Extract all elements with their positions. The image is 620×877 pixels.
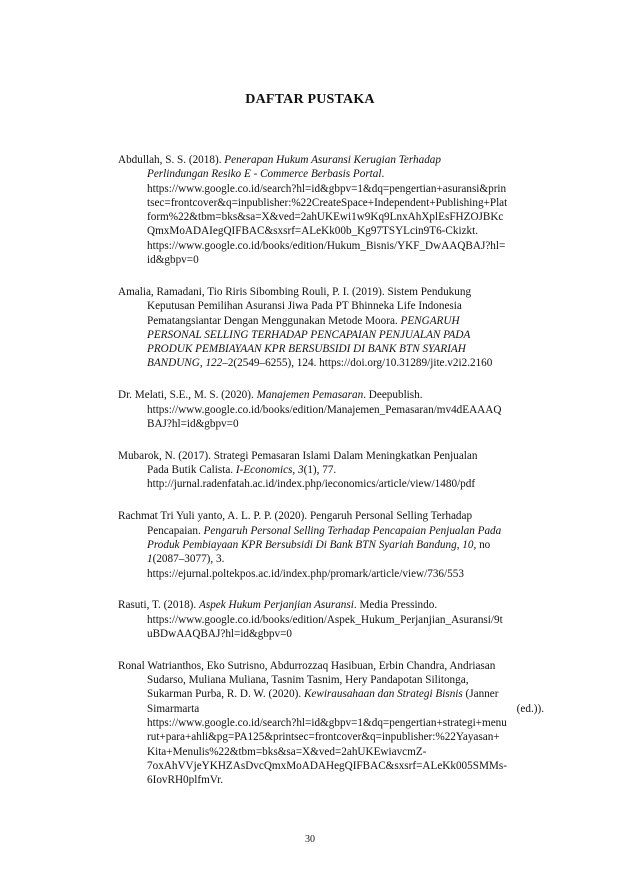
- reference-italic-text: BANDUNG: [147, 357, 200, 370]
- reference-text: Kita+Menulis%22&tbm=bks&sa=X&ved=2ahUKEwiavcmZ-: [147, 745, 427, 758]
- reference-text: https://www.google.co.id/search?hl=id&gbpv=1&dq=pengertian+strategi+menu: [147, 717, 507, 730]
- reference-text: Simarmarta: [147, 702, 200, 715]
- reference-text: BAJ?hl=id&gbpv=0: [147, 417, 239, 430]
- reference-line: [118, 153, 544, 167]
- reference-line: [118, 613, 544, 627]
- reference-text: Pada Butik Calista.: [147, 464, 236, 477]
- reference-line: [118, 224, 544, 238]
- reference-entry: [118, 388, 544, 431]
- reference-text: https://www.google.co.id/books/edition/Hukum_Bisnis/YKF_DwAAQBAJ?hl=: [147, 239, 506, 252]
- reference-line: [118, 314, 544, 328]
- reference-line: [118, 239, 544, 253]
- reference-italic-text: Pengaruh Personal Selling Terhadap Pencapaian Penjualan Pada: [203, 524, 502, 537]
- reference-line: [118, 659, 544, 673]
- reference-entry: [118, 153, 544, 267]
- reference-line: [118, 509, 544, 523]
- reference-text: https://www.google.co.id/search?hl=id&gbpv=1&dq=pengertian+asuransi&prin: [147, 182, 507, 195]
- reference-line: [118, 567, 544, 581]
- reference-line: [118, 328, 544, 342]
- reference-line: [118, 342, 544, 356]
- reference-italic-text: Perlindungan Resiko E - Commerce Berbasis Portal: [147, 168, 382, 181]
- reference-italic-text: PENGARUH: [400, 314, 460, 327]
- reference-text: Ronal Watrianthos, Eko Sutrisno, Abdurrozzaq Hasibuan, Erbin Chandra, Andriasan: [118, 659, 496, 672]
- reference-text: https://ejurnal.poltekpos.ac.id/index.php/promark/article/view/736/553: [147, 567, 464, 580]
- reference-text: Pematangsiantar Dengan Menggunakan Metode Moora.: [147, 314, 401, 327]
- reference-text: QmxMoADAIegQIFBAC&sxsrf=ALeKk00b_Kg97TSYLcin9T6-Ckizkt.: [147, 225, 479, 238]
- reference-text: http://jurnal.radenfatah.ac.id/index.php/ieconomics/article/view/1480/pdf: [147, 478, 476, 491]
- reference-line: [118, 773, 544, 787]
- reference-line: [118, 477, 544, 491]
- reference-line: [118, 356, 544, 370]
- reference-italic-text: 3: [298, 464, 304, 477]
- reference-text: Pencapaian.: [147, 524, 204, 537]
- reference-italic-text: Kewirausahaan dan Strategi Bisnis: [303, 688, 463, 701]
- reference-line: [118, 449, 544, 463]
- reference-text: Keputusan Pemilihan Asuransi Jiwa Pada PT Bhinneka Life Indonesia: [147, 300, 462, 313]
- reference-line: [118, 388, 544, 402]
- reference-text: . Deepublish.: [363, 389, 423, 402]
- reference-text: 6IovRH0plfmVr.: [147, 774, 224, 787]
- reference-entry: [118, 449, 544, 492]
- reference-line: [118, 673, 544, 687]
- reference-line: [118, 538, 544, 552]
- reference-text: , no: [473, 538, 491, 551]
- reference-line: [118, 182, 544, 196]
- reference-text: uBDwAAQBAJ?hl=id&gbpv=0: [147, 627, 293, 640]
- reference-line: [118, 417, 544, 431]
- reference-text: rut+para+ahli&pg=PA125&printsec=frontcover&q=inpublisher:%22Yayasan+: [147, 731, 500, 744]
- reference-line: [118, 196, 544, 210]
- reference-text: (1), 77.: [303, 464, 337, 477]
- reference-text: Mubarok, N. (2017). Strategi Pemasaran Islami Dalam Meningkatkan Penjualan: [118, 449, 478, 462]
- reference-line: [118, 552, 544, 566]
- reference-text: (2087–3077), 3.: [152, 553, 225, 566]
- reference-text: (Janner: [462, 688, 499, 701]
- reference-text: Rachmat Tri Yuli yanto, A. L. P. P. (2020). Pengaruh Personal Selling Terhadap: [118, 510, 473, 523]
- reference-line: [118, 403, 544, 417]
- reference-text: Abdullah, S. S. (2018).: [118, 154, 225, 166]
- reference-italic-text: PERSONAL SELLING TERHADAP PENCAPAIAN PENJUALAN PADA: [147, 328, 471, 341]
- reference-italic-text: Manajemen Pemasaran: [256, 389, 364, 402]
- reference-text: form%22&tbm=bks&sa=X&ved=2ahUKEwi1w9Kq9LnxAhXplEsFHZOJBKc: [147, 211, 504, 224]
- reference-text: Rasuti, T. (2018).: [118, 599, 199, 612]
- reference-line: [118, 299, 544, 313]
- reference-text: ,: [456, 538, 463, 551]
- reference-entry: [118, 509, 544, 580]
- reference-text: 7oxAhVVjeYKHZAsDvcQmxMoADAHegQIFBAC&sxsrf=ALeKk005SMMs-: [147, 759, 507, 772]
- reference-entry: [118, 285, 544, 371]
- reference-italic-text: Penerapan Hukum Asuransi Kerugian Terhadap: [224, 154, 441, 166]
- reference-text: Sudarso, Muliana Muliana, Tasnim Tasnim, Hery Pandapotan Silitonga,: [147, 674, 469, 687]
- reference-text: https://www.google.co.id/books/edition/Manajemen_Pemasaran/mv4dEAAAQ: [147, 403, 502, 416]
- reference-italic-text: Aspek Hukum Perjanjian Asuransi: [199, 599, 354, 612]
- reference-line: [118, 253, 544, 267]
- reference-line: [118, 730, 544, 744]
- reference-entry: [118, 659, 544, 788]
- reference-text: id&gbpv=0: [147, 254, 199, 267]
- reference-entry: [118, 598, 544, 641]
- reference-line: [118, 598, 544, 612]
- reference-italic-text: PRODUK PEMBIAYAAN KPR BERSUBSIDI DI BANK BTN SYARIAH: [147, 343, 466, 356]
- reference-text: Amalia, Ramadani, Tio Riris Sibombing Rouli, P. I. (2019). Sistem Pendukung: [118, 285, 472, 298]
- page-number: 30: [305, 834, 315, 845]
- reference-text: tsec=frontcover&q=inpublisher:%22CreateSpace+Independent+Publishing+Plat: [147, 196, 508, 209]
- reference-line: [118, 627, 544, 641]
- reference-line: [118, 210, 544, 224]
- page-title: DAFTAR PUSTAKA: [245, 92, 375, 107]
- reference-line: [118, 285, 544, 299]
- reference-line: [118, 167, 544, 181]
- reference-text: ,: [199, 357, 206, 370]
- reference-text: . Media Pressindo.: [353, 599, 438, 612]
- reference-list: [118, 153, 544, 805]
- reference-text: https://www.google.co.id/books/edition/Aspek_Hukum_Perjanjian_Asuransi/9t: [147, 613, 503, 626]
- reference-text: .: [381, 168, 385, 181]
- reference-text: Sukarman Purba, R. D. W. (2020).: [147, 688, 304, 701]
- reference-line: [118, 524, 544, 538]
- reference-italic-text: I-Economics: [235, 464, 293, 477]
- reference-line: [118, 759, 544, 773]
- reference-italic-text: Produk Pembiayaan KPR Bersubsidi Di Bank BTN Syariah Bandung: [147, 538, 457, 551]
- reference-line: [118, 687, 544, 701]
- reference-line: [118, 745, 544, 759]
- reference-italic-text: 1: [147, 553, 153, 566]
- reference-text: ,: [292, 464, 299, 477]
- reference-line: [118, 702, 544, 716]
- reference-text: (ed.)).: [516, 702, 544, 715]
- reference-text: Dr. Melati, S.E., M. S. (2020).: [118, 389, 257, 402]
- reference-line: [118, 463, 544, 477]
- reference-line: [118, 716, 544, 730]
- reference-italic-text: 10: [462, 538, 474, 551]
- reference-italic-text: 122: [205, 357, 223, 370]
- reference-text: –2(2549–6255), 124. https://doi.org/10.31289/jite.v2i2.2160: [222, 357, 493, 370]
